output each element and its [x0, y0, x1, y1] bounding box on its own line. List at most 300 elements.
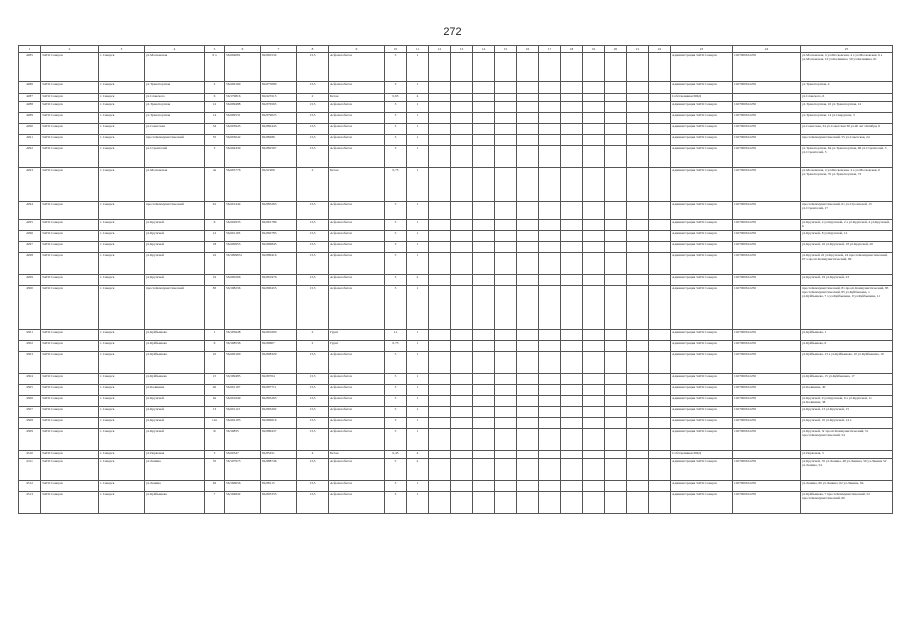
- table-cell: 4285: [19, 53, 41, 82]
- table-cell: [605, 124, 627, 135]
- column-number-cell: 25: [801, 46, 893, 53]
- table-cell: 1027000612250: [733, 352, 801, 374]
- table-cell: 56,594842: [225, 492, 261, 514]
- table-cell: 1: [205, 330, 225, 341]
- table-cell: Администрация ЗАТО Северск: [671, 253, 733, 275]
- table-cell: [517, 330, 539, 341]
- column-number-cell: 3: [99, 46, 145, 53]
- table-cell: просп.Коммунистический, 61 ул.Строителей, 15 ул.Строителей, 17: [801, 202, 893, 220]
- table-cell: 4300: [19, 286, 41, 330]
- table-cell: ЗАТО Северск: [41, 385, 99, 396]
- table-cell: 4297: [19, 242, 41, 253]
- column-number-cell: 19: [583, 46, 605, 53]
- table-cell: 13,5: [297, 286, 329, 330]
- table-cell: [583, 492, 605, 514]
- table-cell: 13,5: [297, 385, 329, 396]
- table-cell: 4313: [19, 492, 41, 514]
- table-cell: [627, 168, 649, 202]
- table-cell: ул.Транспортная: [145, 82, 205, 94]
- table-cell: 1027000612250: [733, 385, 801, 396]
- table-cell: 2: [297, 168, 329, 202]
- table-cell: 14: [205, 113, 225, 124]
- table-cell: [539, 253, 561, 275]
- table-cell: [649, 341, 671, 352]
- table-cell: ул.Калинина: [145, 385, 205, 396]
- table-cell: 83: [205, 286, 225, 330]
- table-cell: Бетон: [329, 94, 385, 102]
- table-cell: 56,602195: [225, 418, 261, 429]
- table-cell: 1,1: [385, 330, 407, 341]
- table-cell: [495, 113, 517, 124]
- table-cell: 4291: [19, 135, 41, 146]
- table-cell: ул.Куйбышева: [145, 352, 205, 374]
- table-cell: г. Северск: [99, 481, 145, 492]
- table-cell: [517, 220, 539, 231]
- table-cell: [627, 94, 649, 102]
- table-cell: [451, 407, 473, 418]
- table-cell: [561, 451, 583, 459]
- column-number-cell: 22: [649, 46, 671, 53]
- table-cell: 1027000612250: [733, 146, 801, 168]
- table-cell: ул.Московская: [145, 53, 205, 82]
- table-cell: 56,604439: [225, 146, 261, 168]
- table-cell: [539, 330, 561, 341]
- table-cell: [473, 168, 495, 202]
- table-cell: Администрация ЗАТО Северск: [671, 396, 733, 407]
- table-cell: [649, 330, 671, 341]
- table-cell: [561, 429, 583, 451]
- table-cell: [649, 124, 671, 135]
- table-cell: 14а: [205, 418, 225, 429]
- table-cell: г. Северск: [99, 341, 145, 352]
- table-cell: [561, 253, 583, 275]
- table-cell: [583, 168, 605, 202]
- table-cell: 13,5: [297, 82, 329, 94]
- table-cell: [451, 374, 473, 385]
- table-cell: [649, 53, 671, 82]
- table-row: [19, 407, 893, 418]
- table-cell: [649, 231, 671, 242]
- table-cell: [627, 102, 649, 113]
- table-row: [19, 352, 893, 374]
- table-cell: [649, 374, 671, 385]
- table-cell: [495, 418, 517, 429]
- table-cell: Асфальтобетон: [329, 135, 385, 146]
- table-cell: 2: [297, 330, 329, 341]
- table-cell: 40: [205, 385, 225, 396]
- table-cell: г. Северск: [99, 492, 145, 514]
- table-cell: [605, 202, 627, 220]
- table-cell: [517, 53, 539, 82]
- table-cell: 13: [205, 407, 225, 418]
- table-cell: [561, 341, 583, 352]
- table-cell: [539, 102, 561, 113]
- table-cell: [605, 459, 627, 481]
- table-cell: ул.Транспортная, 10 ул.Транспортная, 12: [801, 102, 893, 113]
- table-cell: Администрация ЗАТО Северск: [671, 330, 733, 341]
- table-cell: ул.Крупской: [145, 429, 205, 451]
- table-cell: [451, 168, 473, 202]
- table-cell: 1: [407, 429, 429, 451]
- table-cell: [429, 94, 451, 102]
- table-cell: [429, 341, 451, 352]
- table-cell: [605, 492, 627, 514]
- table-cell: [561, 82, 583, 94]
- table-cell: [495, 341, 517, 352]
- table-cell: [429, 135, 451, 146]
- table-cell: [495, 396, 517, 407]
- table-cell: [495, 330, 517, 341]
- table-cell: ул.Куйбышева, 7 просп.Коммунистический, 52 просп.Коммунистический, 60: [801, 492, 893, 514]
- table-cell: 1027000612250: [733, 124, 801, 135]
- table-cell: 84,893335: [261, 492, 297, 514]
- table-cell: 56,599485: [225, 374, 261, 385]
- table-cell: 1027000612250: [733, 202, 801, 220]
- table-cell: Администрация ЗАТО Северск: [671, 135, 733, 146]
- table-cell: 1027000612250: [733, 418, 801, 429]
- table-cell: [451, 135, 473, 146]
- table-cell: Асфальтобетон: [329, 231, 385, 242]
- table-cell: г. Северск: [99, 330, 145, 341]
- table-cell: 1027000612250: [733, 168, 801, 202]
- table-cell: 1027000612250: [733, 113, 801, 124]
- table-cell: Асфальтобетон: [329, 242, 385, 253]
- table-cell: ЗАТО Северск: [41, 374, 99, 385]
- table-cell: ул.Крупской, 9 ул.Крупской, 9 а ул.Крупской, 11 ул.Калинина, 38: [801, 396, 893, 407]
- table-cell: 13,5: [297, 407, 329, 418]
- table-cell: [561, 242, 583, 253]
- table-cell: [495, 385, 517, 396]
- table-cell: [429, 202, 451, 220]
- table-cell: 4290: [19, 124, 41, 135]
- table-cell: 0,45: [385, 451, 407, 459]
- table-cell: [733, 94, 801, 102]
- table-cell: [561, 53, 583, 82]
- table-cell: 4306: [19, 396, 41, 407]
- table-cell: ЗАТО Северск: [41, 231, 99, 242]
- table-cell: 56,600266: [225, 275, 261, 286]
- table-cell: ЗАТО Северск: [41, 220, 99, 231]
- table-row: [19, 102, 893, 113]
- table-cell: г. Северск: [99, 352, 145, 374]
- table-cell: 6 а: [205, 53, 225, 82]
- table-cell: Администрация ЗАТО Северск: [671, 231, 733, 242]
- table-cell: [473, 459, 495, 481]
- table-cell: [429, 396, 451, 407]
- table-cell: [627, 418, 649, 429]
- table-cell: [517, 418, 539, 429]
- table-cell: 4312: [19, 481, 41, 492]
- table-cell: [539, 168, 561, 202]
- table-cell: [627, 374, 649, 385]
- table-cell: г. Северск: [99, 286, 145, 330]
- table-cell: [473, 253, 495, 275]
- table-cell: 4287: [19, 94, 41, 102]
- table-cell: [451, 102, 473, 113]
- table-cell: [583, 146, 605, 168]
- table-cell: [583, 286, 605, 330]
- table-cell: 5: [385, 396, 407, 407]
- table-cell: [473, 146, 495, 168]
- table-cell: 1027000612250: [733, 407, 801, 418]
- table-cell: [495, 492, 517, 514]
- table-cell: ул.Транспортная, 2: [801, 82, 893, 94]
- table-cell: Асфальтобетон: [329, 492, 385, 514]
- table-cell: 84,882567: [261, 146, 297, 168]
- table-cell: [473, 113, 495, 124]
- table-cell: [473, 231, 495, 242]
- table-row: [19, 374, 893, 385]
- table-cell: 3: [385, 242, 407, 253]
- table-cell: 3: [385, 481, 407, 492]
- table-cell: [649, 242, 671, 253]
- table-cell: Администрация ЗАТО Северск: [671, 53, 733, 82]
- table-cell: 56,5999631: [225, 253, 261, 275]
- table-cell: 10: [205, 352, 225, 374]
- table-cell: Администрация ЗАТО Северск: [671, 352, 733, 374]
- table-cell: 1: [407, 418, 429, 429]
- table-cell: [649, 102, 671, 113]
- table-cell: 4295: [19, 220, 41, 231]
- table-cell: Асфальтобетон: [329, 481, 385, 492]
- table-cell: 13,5: [297, 374, 329, 385]
- table-cell: ул.Советская: [145, 124, 205, 135]
- table-cell: [605, 407, 627, 418]
- table-cell: [539, 286, 561, 330]
- table-cell: [539, 341, 561, 352]
- table-cell: 3: [385, 385, 407, 396]
- table-cell: [605, 53, 627, 82]
- table-cell: 1: [407, 231, 429, 242]
- table-cell: [605, 102, 627, 113]
- table-cell: [429, 481, 451, 492]
- table-cell: [627, 429, 649, 451]
- table-cell: 13,5: [297, 102, 329, 113]
- table-cell: 84,888746: [261, 459, 297, 481]
- table-cell: г. Северск: [99, 374, 145, 385]
- table-cell: 1027000612250: [733, 220, 801, 231]
- table-cell: Администрация ЗАТО Северск: [671, 102, 733, 113]
- table-cell: [429, 168, 451, 202]
- table-cell: [495, 275, 517, 286]
- table-cell: 13,5: [297, 481, 329, 492]
- table-cell: [627, 124, 649, 135]
- table-cell: ЗАТО Северск: [41, 330, 99, 341]
- table-cell: г. Северск: [99, 459, 145, 481]
- table-cell: [605, 220, 627, 231]
- table-cell: 84,89704: [261, 374, 297, 385]
- table-cell: [561, 231, 583, 242]
- table-cell: [517, 253, 539, 275]
- table-cell: 2: [407, 459, 429, 481]
- table-cell: Асфальтобетон: [329, 459, 385, 481]
- table-cell: [539, 451, 561, 459]
- table-cell: 56,604081: [225, 53, 261, 82]
- table-cell: [627, 459, 649, 481]
- column-number-cell: 13: [451, 46, 473, 53]
- table-cell: ЗАТО Северск: [41, 459, 99, 481]
- table-cell: 3: [385, 275, 407, 286]
- table-cell: [649, 481, 671, 492]
- table-cell: [583, 481, 605, 492]
- table-cell: просп.Коммунистический: [145, 135, 205, 146]
- table-cell: [473, 396, 495, 407]
- table-cell: [429, 330, 451, 341]
- table-cell: [451, 124, 473, 135]
- table-cell: 4303: [19, 352, 41, 374]
- table-cell: г. Северск: [99, 396, 145, 407]
- table-row: [19, 253, 893, 275]
- table-cell: [517, 275, 539, 286]
- table-cell: [649, 94, 671, 102]
- table-cell: ул.Крупской: [145, 242, 205, 253]
- table-cell: 4: [407, 451, 429, 459]
- table-row: [19, 451, 893, 459]
- table-cell: 4299: [19, 275, 41, 286]
- table-cell: 4286: [19, 82, 41, 94]
- table-cell: [495, 168, 517, 202]
- table-cell: [583, 459, 605, 481]
- table-cell: ЗАТО Северск: [41, 396, 99, 407]
- table-cell: [473, 407, 495, 418]
- table-cell: [583, 429, 605, 451]
- table-cell: [429, 374, 451, 385]
- table-cell: [561, 94, 583, 102]
- column-number-cell: 5: [205, 46, 225, 53]
- table-cell: Асфальтобетон: [329, 220, 385, 231]
- table-cell: Администрация ЗАТО Северск: [671, 429, 733, 451]
- table-cell: 0,75: [385, 168, 407, 202]
- table-cell: [473, 275, 495, 286]
- column-number-cell: 2: [41, 46, 99, 53]
- table-cell: ЗАТО Северск: [41, 492, 99, 514]
- table-cell: г. Северск: [99, 82, 145, 94]
- table-row: [19, 459, 893, 481]
- table-cell: ул.Крупской: [145, 418, 205, 429]
- table-cell: ул.Первомая, 3: [801, 451, 893, 459]
- table-cell: Асфальтобетон: [329, 352, 385, 374]
- table-row: [19, 124, 893, 135]
- table-cell: 56,598236: [225, 286, 261, 330]
- table-cell: [539, 231, 561, 242]
- table-cell: 1: [407, 124, 429, 135]
- table-cell: г. Северск: [99, 418, 145, 429]
- table-cell: 13,5: [297, 53, 329, 82]
- table-cell: [539, 220, 561, 231]
- table-cell: просп.Коммунистический, 55 ул.Советская, 24: [801, 135, 893, 146]
- table-cell: 4296: [19, 231, 41, 242]
- table-cell: 56,600169: [225, 352, 261, 374]
- table-cell: [583, 102, 605, 113]
- table-cell: 1027000612250: [733, 481, 801, 492]
- table-cell: 84,898329: [261, 352, 297, 374]
- table-cell: Администрация ЗАТО Северск: [671, 418, 733, 429]
- table-cell: 4302: [19, 341, 41, 352]
- table-cell: [473, 220, 495, 231]
- table-cell: [451, 146, 473, 168]
- table-cell: [517, 102, 539, 113]
- table-cell: [561, 275, 583, 286]
- table-cell: [627, 275, 649, 286]
- table-cell: [649, 418, 671, 429]
- table-cell: 13,5: [297, 242, 329, 253]
- table-cell: 3: [385, 492, 407, 514]
- table-cell: ЗАТО Северск: [41, 286, 99, 330]
- table-cell: [429, 113, 451, 124]
- table-cell: [473, 481, 495, 492]
- table-cell: [561, 146, 583, 168]
- table-cell: [495, 242, 517, 253]
- table-cell: [451, 202, 473, 220]
- column-number-cell: 23: [671, 46, 733, 53]
- table-cell: Администрация ЗАТО Северск: [671, 220, 733, 231]
- table-row: [19, 82, 893, 94]
- table-cell: [429, 124, 451, 135]
- table-cell: 4288: [19, 102, 41, 113]
- table-cell: [583, 341, 605, 352]
- table-cell: [429, 53, 451, 82]
- table-cell: г. Северск: [99, 253, 145, 275]
- table-cell: [627, 82, 649, 94]
- table-cell: 13,5: [297, 135, 329, 146]
- table-cell: [473, 53, 495, 82]
- table-cell: [429, 385, 451, 396]
- table-cell: г. Северск: [99, 429, 145, 451]
- table-cell: [539, 242, 561, 253]
- table-cell: [539, 146, 561, 168]
- table-cell: [429, 82, 451, 94]
- table-cell: [517, 202, 539, 220]
- table-cell: [583, 242, 605, 253]
- table-cell: [495, 220, 517, 231]
- table-cell: ЗАТО Северск: [41, 94, 99, 102]
- table-cell: 34: [205, 124, 225, 135]
- table-cell: [561, 124, 583, 135]
- table-cell: 56,597973: [225, 459, 261, 481]
- table-cell: [561, 396, 583, 407]
- table-cell: 1: [407, 168, 429, 202]
- table-cell: [473, 242, 495, 253]
- table-cell: 13,5: [297, 124, 329, 135]
- table-cell: Администрация ЗАТО Северск: [671, 407, 733, 418]
- table-cell: 1: [407, 492, 429, 514]
- table-cell: 3: [385, 418, 407, 429]
- table-cell: [539, 374, 561, 385]
- table-cell: [451, 113, 473, 124]
- table-cell: ул.Славского, 6: [801, 94, 893, 102]
- table-cell: 56,603042: [225, 135, 261, 146]
- table-cell: [561, 113, 583, 124]
- table-cell: ЗАТО Северск: [41, 275, 99, 286]
- table-cell: ул.Крупской, 10 ул.Крупской, 14 а: [801, 418, 893, 429]
- table-cell: [539, 385, 561, 396]
- table-cell: [561, 385, 583, 396]
- table-cell: 4307: [19, 407, 41, 418]
- table-cell: [649, 220, 671, 231]
- table-cell: Асфальтобетон: [329, 124, 385, 135]
- table-cell: [429, 253, 451, 275]
- table-cell: ул.Московская: [145, 168, 205, 202]
- table-cell: [539, 94, 561, 102]
- table-cell: 4311: [19, 459, 41, 481]
- table-cell: [627, 451, 649, 459]
- table-cell: 4298: [19, 253, 41, 275]
- table-cell: г. Северск: [99, 231, 145, 242]
- table-cell: [429, 275, 451, 286]
- table-cell: Собственники МКД: [671, 94, 733, 102]
- table-cell: ЗАТО Северск: [41, 429, 99, 451]
- table-cell: г. Северск: [99, 135, 145, 146]
